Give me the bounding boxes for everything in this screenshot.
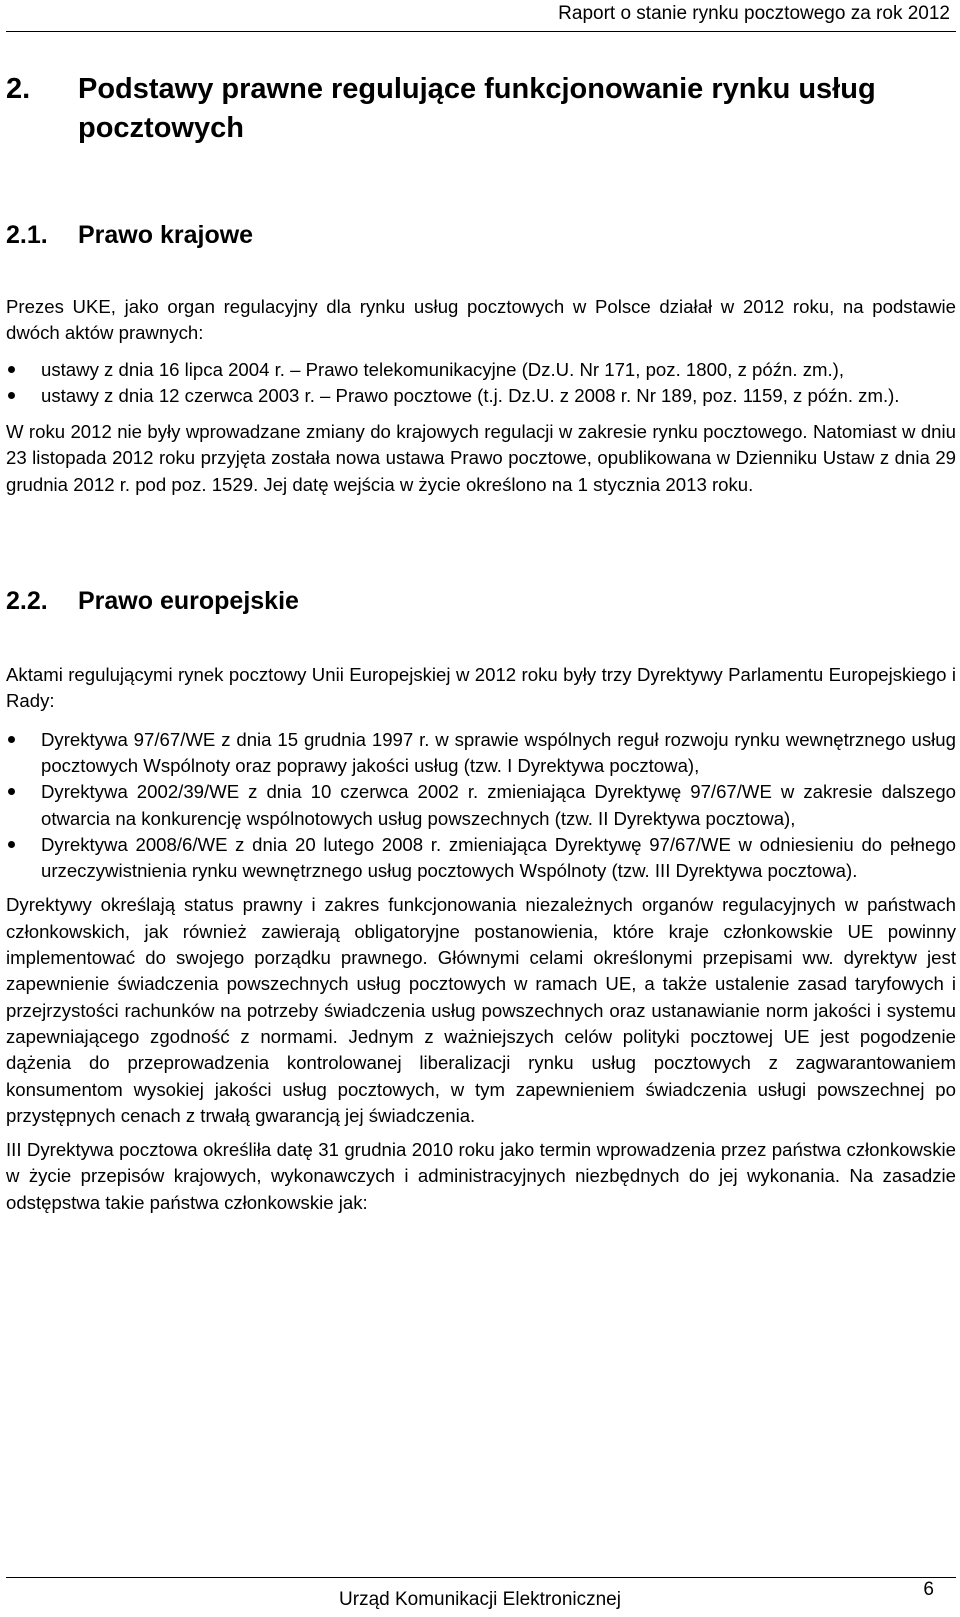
bullet-icon: [6, 779, 41, 832]
spacer: [6, 1129, 956, 1137]
paragraph-intro-national: Prezes UKE, jako organ regulacyjny dla rynku usług pocztowych w Polsce działał w 2012 roku, na podstawie dwóch aktów prawnych:: [6, 296, 956, 344]
list-item-text: Dyrektywa 2008/6/WE z dnia 20 lutego 2008 r. zmieniająca Dyrektywę 97/67/WE w odniesieniu do pełnego urzeczywistnienia rynku wewnętrznego usług pocztowych Wspólnoty (tzw. III Dyrektywa pocztowa).: [41, 833, 956, 882]
spacer: [6, 347, 956, 357]
bullet-icon: [6, 727, 41, 780]
spacer: [6, 252, 956, 294]
subsection-number: 2.1.: [6, 221, 48, 249]
list-item: [6, 779, 956, 832]
national-law-list: [6, 357, 956, 410]
header-rule: [6, 31, 956, 32]
paragraph-directives-scope: Dyrektywy określają status prawny i zakres funkcjonowania niezależnych organów regulacyjnych w państwach członkowskich, jak również zawierają obligatoryjne postanowienia, które kraje członkowskie UE powinny implementować do swojego porządku prawnego. Głównymi celami określonymi przepisami ww. dyrektyw jest zapewnienie świadczenia powszechnych usług pocztowych w ramach UE, a także ustalenie zasad taryfowych i przejrzystości rachunków na potrzeby świadczenia usług powszechnych oraz ustanawianie norm jakości i systemu zapewniającego zgodność z normami. Jednym z ważniejszych celów polityki pocztowej UE jest pogodzenie dążenia do przeprowadzenia kontrolowanej liberalizacji rynku usług pocztowych z zagwarantowaniem konsumentom wysokiej jakości usług pocztowych, w tym zapewnieniem świadczenia usługi powszechnej po przystępnych cenach z trwałą gwarancją jej świadczenia.: [6, 894, 956, 1126]
section-heading-2: [6, 70, 956, 148]
section-heading-2-1: [6, 218, 956, 252]
directives-list: [6, 727, 956, 885]
spacer: [6, 884, 956, 892]
bullet-icon: [6, 357, 41, 383]
list-item: [6, 357, 956, 383]
list-item: [6, 383, 956, 409]
footer-rule: [6, 1577, 956, 1578]
subsection-title: Prawo europejskie: [78, 587, 299, 616]
subsection-title: Prawo krajowe: [78, 221, 254, 249]
section-title: Podstawy prawne regulujące funkcjonowanie rynku usług pocztowych: [78, 73, 876, 144]
paragraph-intro-european: Aktami regulującymi rynek pocztowy Unii Europejskiej w 2012 roku były trzy Dyrektywy Parlamentu Europejskiego i Rady:: [6, 664, 956, 712]
list-item-text: Dyrektywa 2002/39/WE z dnia 10 czerwca 2002 r. zmieniająca Dyrektywę 97/67/WE w zakresie dalszego otwarcia na konkurencję wspólnotowych usług powszechnych (tzw. II Dyrektywa pocztowa),: [41, 781, 956, 829]
paragraph-national-changes: W roku 2012 nie były wprowadzane zmiany do krajowych regulacji w zakresie rynku pocztowego. Natomiast w dniu 23 listopada 2012 roku przyjęta została nowa ustawa Prawo pocztowe, opublikowana w Dzienniku Ustaw z dnia 29 grudnia 2012 r. pod poz. 1529. Jej datę wejścia w życie określono na 1 stycznia 2013 roku.: [6, 421, 956, 495]
section-number: 2.: [6, 73, 31, 105]
section-heading-2-2: [6, 584, 956, 618]
footer-text: Urząd Komunikacji Elektronicznej: [339, 1589, 621, 1610]
bullet-icon: [6, 383, 41, 409]
spacer: [6, 618, 956, 662]
list-item: [6, 727, 956, 780]
spacer: [6, 409, 956, 419]
page-number: 6: [923, 1579, 934, 1600]
spacer: [6, 148, 956, 218]
subsection-number: 2.2.: [6, 587, 48, 616]
list-item-text: ustawy z dnia 12 czerwca 2003 r. ‒ Prawo pocztowe (t.j. Dz.U. z 2008 r. Nr 189, poz. 1159, z późn. zm.).: [41, 384, 900, 406]
list-item-text: Dyrektywa 97/67/WE z dnia 15 grudnia 1997 r. w sprawie wspólnych reguł rozwoju rynku wewnętrznego usług pocztowych Wspólnoty oraz poprawy jakości usług (tzw. I Dyrektywa pocztowa),: [41, 728, 956, 776]
bullet-icon: [6, 832, 41, 885]
list-item: [6, 832, 956, 885]
page-content: [6, 70, 956, 1216]
running-header: Raport o stanie rynku pocztowego za rok 2012: [558, 3, 950, 24]
paragraph-third-directive: III Dyrektywa pocztowa określiła datę 31 grudnia 2010 roku jako termin wprowadzenia przez państwa członkowskie w życie przepisów krajowych, wykonawczych i administracyjnych niezbędnych do jej wykonania. Na zasadzie odstępstwa takie państwa członkowskie jak:: [6, 1139, 956, 1213]
list-item-text: ustawy z dnia 16 lipca 2004 r. ‒ Prawo telekomunikacyjne (Dz.U. Nr 171, poz. 1800, z późn. zm.),: [41, 358, 845, 380]
spacer: [6, 498, 956, 584]
spacer: [6, 715, 956, 727]
